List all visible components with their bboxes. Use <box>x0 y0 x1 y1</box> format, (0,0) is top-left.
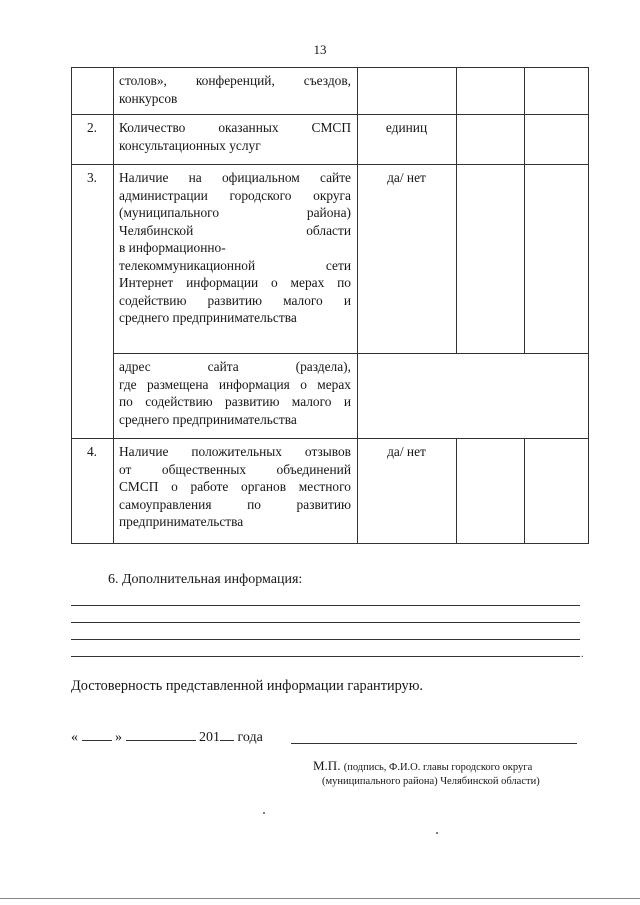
description-line: содействию развитию малого и <box>119 292 351 308</box>
fill-line <box>71 622 580 623</box>
row-number: 3. <box>72 165 114 439</box>
year-prefix: 201 <box>199 730 220 745</box>
description-line: Интернет информации о мерах по <box>119 275 351 290</box>
row-description <box>114 115 358 165</box>
caption-line: (муниципального района) Челябинской области) <box>322 776 540 787</box>
table-row <box>72 115 589 165</box>
table-row <box>72 439 589 544</box>
description-line: самоуправления по развитию <box>119 496 351 512</box>
page-number: 13 <box>313 42 327 57</box>
fill-line <box>71 639 580 640</box>
table-row <box>72 354 589 439</box>
close-quote: » <box>115 730 122 745</box>
row-unit <box>358 68 457 115</box>
seal-label: М.П. <box>313 758 341 773</box>
row-description <box>114 354 358 439</box>
open-quote: « <box>71 730 78 745</box>
description-line: Наличие на официальном сайте <box>119 170 351 185</box>
description-line: в информационно- <box>119 240 226 255</box>
site-address-cell <box>358 354 589 439</box>
day-blank <box>82 728 112 741</box>
table-row <box>72 68 589 115</box>
month-blank <box>126 728 196 741</box>
description-line: СМСП о работе органов местного <box>119 479 351 494</box>
caption-line: (подпись, Ф.И.О. главы городского округа <box>343 762 533 773</box>
description-line: где размещена информация о мерах <box>119 376 351 392</box>
guarantee-statement: Достоверность представленной информации гарантирую. <box>71 678 423 694</box>
row-unit: единиц <box>358 115 457 165</box>
value-cell <box>525 439 589 544</box>
description-line: Количество оказанных СМСП <box>119 120 351 135</box>
row-number <box>72 68 114 115</box>
description-line: консультационных услуг <box>119 137 261 153</box>
row-number: 2. <box>72 115 114 165</box>
description-line: адрес сайта (раздела), <box>119 359 351 374</box>
value-cell <box>457 165 525 354</box>
value-cell <box>457 439 525 544</box>
row-description <box>114 165 358 354</box>
year-word: года <box>237 730 263 745</box>
scan-speck <box>263 812 265 814</box>
row-unit: да/ нет <box>358 165 457 354</box>
seal-caption <box>313 758 573 774</box>
description-line: конкурсов <box>119 90 178 106</box>
fill-line <box>71 656 580 657</box>
page-bottom-edge <box>0 898 640 899</box>
line-dot: . <box>581 649 584 660</box>
row-description <box>114 439 358 544</box>
additional-info-heading: 6. Дополнительная информация: <box>108 572 303 587</box>
row-unit: да/ нет <box>358 439 457 544</box>
description-line: Челябинской области <box>119 222 351 238</box>
description-line: (муниципального района) <box>119 205 351 220</box>
date-field <box>71 728 263 746</box>
report-table <box>71 67 589 544</box>
value-cell <box>525 68 589 115</box>
signature-line <box>291 743 577 744</box>
description-line: среднего предпринимательства <box>119 310 297 325</box>
row-number: 4. <box>72 439 114 544</box>
scan-speck <box>436 832 438 834</box>
row-description <box>114 68 358 115</box>
description-line: от общественных объединений <box>119 461 351 477</box>
description-line: Наличие положительных отзывов <box>119 444 351 459</box>
description-line: предпринимательства <box>119 514 244 529</box>
value-cell <box>525 165 589 354</box>
value-cell <box>457 68 525 115</box>
description-line: по содействию развитию малого и <box>119 394 351 409</box>
value-cell <box>525 115 589 165</box>
description-line: среднего предпринимательства <box>119 411 297 427</box>
table-row <box>72 165 589 354</box>
value-cell <box>457 115 525 165</box>
description-line: столов», конференций, съездов, <box>119 73 351 88</box>
year-blank <box>220 728 234 741</box>
description-line: администрации городского округа <box>119 187 351 203</box>
fill-line <box>71 605 580 606</box>
description-line: телекоммуникационной сети <box>119 257 351 273</box>
